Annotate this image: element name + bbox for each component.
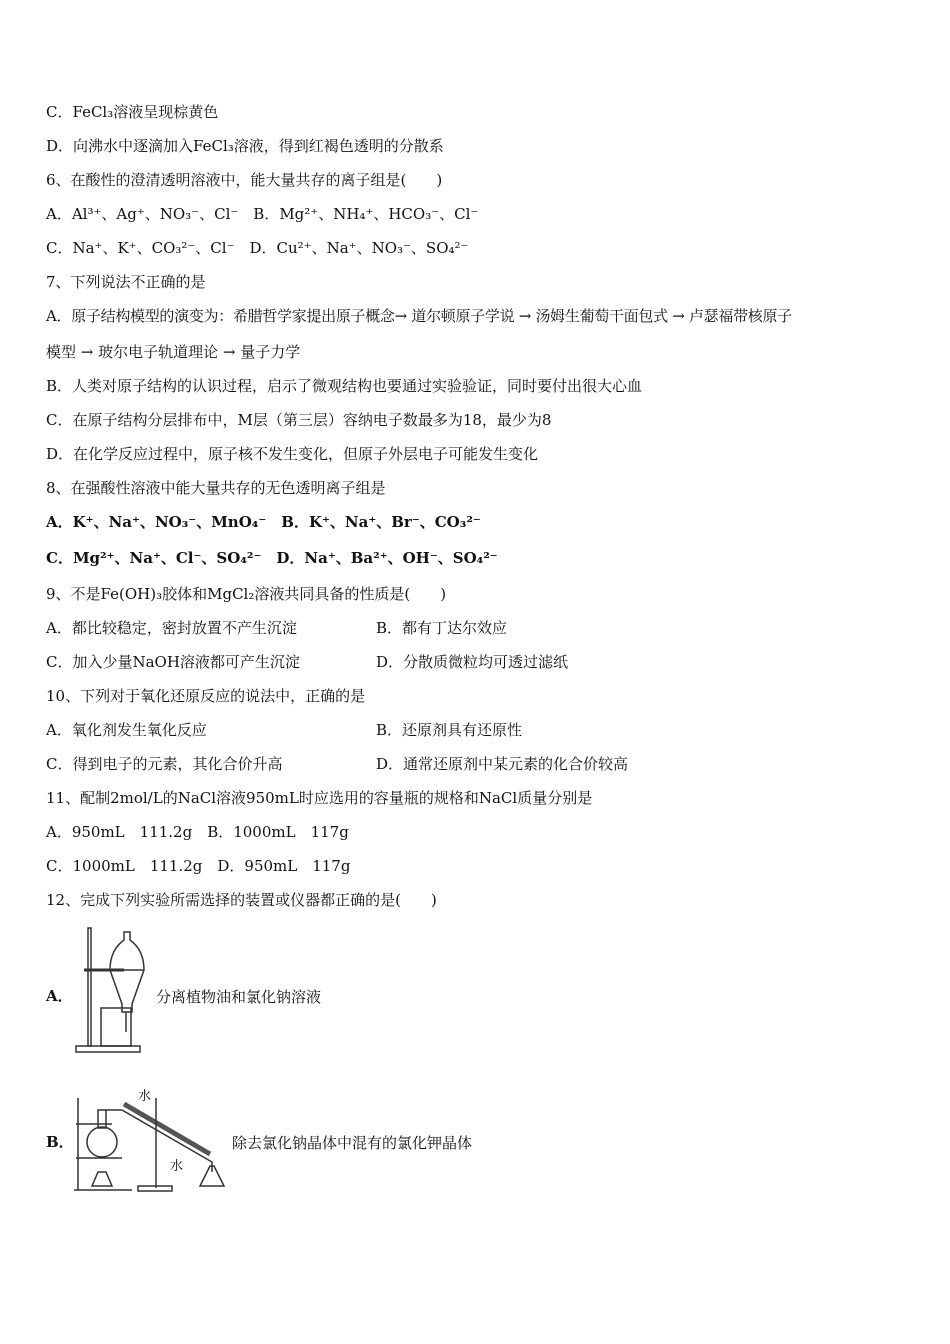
q7-option-c: C．在原子结构分层排布中，M层（第三层）容纳电子数最多为18，最少为8 bbox=[46, 411, 552, 429]
q7-option-a: A．原子结构模型的演变为：希腊哲学家提出原子概念→ 道尔顿原子学说 → 汤姆生葡萄干面包式 → 卢瑟福带核原子 bbox=[46, 307, 792, 325]
q9-option-a: A．都比较稳定，密封放置不产生沉淀 bbox=[46, 619, 297, 637]
q6-options-ab: A．Al³⁺、Ag⁺、NO₃⁻、Cl⁻ B．Mg²⁺、NH₄⁺、HCO₃⁻、Cl⁻ bbox=[46, 205, 479, 223]
line-c-fecl3: C．FeCl₃溶液呈现棕黄色 bbox=[46, 103, 219, 121]
q11-options-cd: C．1000mL 111.2g D．950mL 117g bbox=[46, 857, 351, 875]
line-d-fecl3: D．向沸水中逐滴加入FeCl₃溶液，得到红褐色透明的分散系 bbox=[46, 137, 444, 155]
q7-option-a-cont: 模型 → 玻尔电子轨道理论 → 量子力学 bbox=[46, 343, 301, 361]
q10-option-c: C．得到电子的元素，其化合价升高 bbox=[46, 755, 283, 773]
q12-option-a-label: A． bbox=[46, 987, 73, 1005]
water-outlet-label: 水 bbox=[138, 1089, 152, 1104]
q11-options-ab: A．950mL 111.2g B．1000mL 117g bbox=[46, 823, 349, 841]
question-10: 10、下列对于氧化还原反应的说法中，正确的是 bbox=[46, 687, 366, 705]
q12-option-b-label: B． bbox=[46, 1133, 74, 1151]
q8-options-ab: A．K⁺、Na⁺、NO₃⁻、MnO₄⁻ B．K⁺、Na⁺、Br⁻、CO₃²⁻ bbox=[46, 513, 481, 531]
q9-option-c: C．加入少量NaOH溶液都可产生沉淀 bbox=[46, 653, 300, 671]
q12-option-a-text: 分离植物油和氯化钠溶液 bbox=[156, 988, 322, 1006]
question-9: 9、不是Fe(OH)₃胶体和MgCl₂溶液共同具备的性质是( ) bbox=[46, 585, 447, 603]
q10-option-d: D．通常还原剂中某元素的化合价较高 bbox=[376, 755, 629, 773]
question-8: 8、在强酸性溶液中能大量共存的无色透明离子组是 bbox=[46, 479, 386, 497]
q7-option-b: B．人类对原子结构的认识过程，启示了微观结构也要通过实验验证，同时要付出很大心血 bbox=[46, 377, 643, 395]
q9-option-d: D．分散质微粒均可透过滤纸 bbox=[376, 653, 569, 671]
q10-option-a: A．氧化剂发生氧化反应 bbox=[46, 721, 207, 739]
water-inlet-label: 水 bbox=[170, 1159, 184, 1174]
q10-option-b: B．还原剂具有还原性 bbox=[376, 721, 523, 739]
question-7: 7、下列说法不正确的是 bbox=[46, 273, 206, 291]
distillation-apparatus-diagram bbox=[72, 1090, 232, 1194]
separatory-funnel-diagram bbox=[74, 924, 154, 1056]
question-11: 11、配制2mol/L的NaCl溶液950mL时应选用的容量瓶的规格和NaCl质量分别是 bbox=[46, 789, 593, 807]
q8-options-cd: C．Mg²⁺、Na⁺、Cl⁻、SO₄²⁻ D．Na⁺、Ba²⁺、OH⁻、SO₄²⁻ bbox=[46, 549, 498, 567]
q7-option-d: D．在化学反应过程中，原子核不发生变化，但原子外层电子可能发生变化 bbox=[46, 445, 539, 463]
q9-option-b: B．都有丁达尔效应 bbox=[376, 619, 508, 637]
q6-options-cd: C．Na⁺、K⁺、CO₃²⁻、Cl⁻ D．Cu²⁺、Na⁺、NO₃⁻、SO₄²⁻ bbox=[46, 239, 469, 257]
question-12: 12、完成下列实验所需选择的装置或仪器都正确的是( ) bbox=[46, 891, 437, 909]
q12-option-b-text: 除去氯化钠晶体中混有的氯化钾晶体 bbox=[232, 1134, 473, 1152]
question-6: 6、在酸性的澄清透明溶液中，能大量共存的离子组是( ) bbox=[46, 171, 443, 189]
